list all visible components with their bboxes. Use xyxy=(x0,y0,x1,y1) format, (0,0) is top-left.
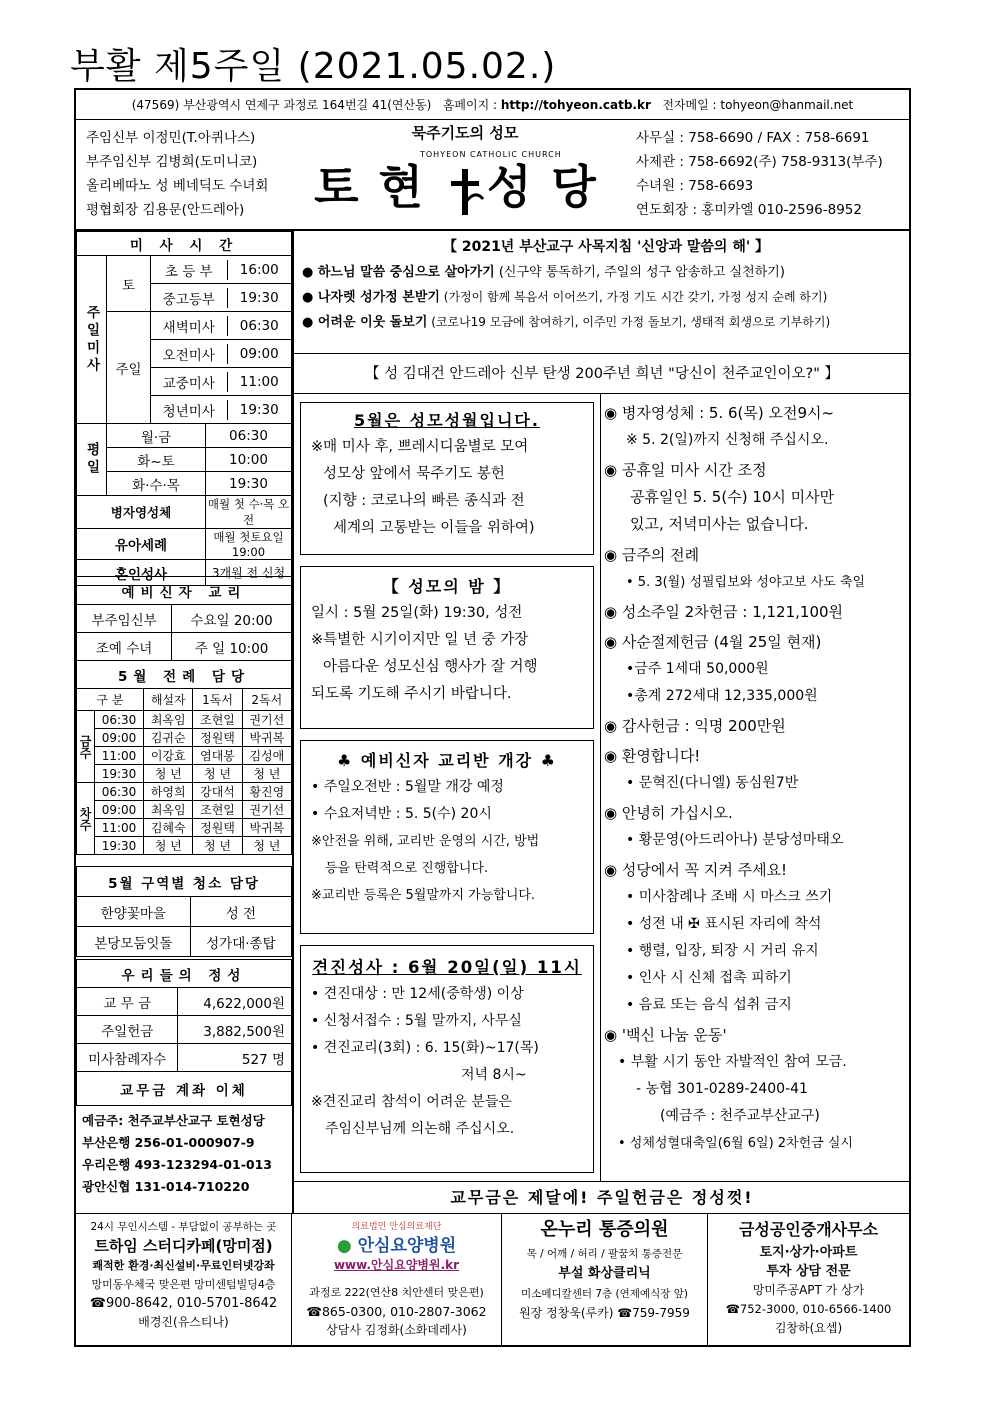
homepage-label: 홈페이지 : xyxy=(442,98,498,112)
ad-line: 토지·상가·아파트 xyxy=(759,1245,858,1260)
box-line: 일시 : 5월 25일(화) 19:30, 성전 xyxy=(311,605,523,621)
mass-title: 미 사 시 간 xyxy=(77,232,292,256)
ad-link[interactable]: www.안심요양병원.kr xyxy=(333,1258,460,1272)
box-line: ※안전을 위해, 교리반 운영의 시간, 방법 xyxy=(311,834,540,849)
box-line: • 견진교리(3회) : 6. 15(화)~17(목) xyxy=(311,1040,539,1056)
liturgy-cell: 조현일 xyxy=(193,711,242,729)
mass-name: 새벽미사 xyxy=(151,316,227,336)
mass-name: 오전미사 xyxy=(151,344,227,364)
notice-heading: ◉ 안녕히 가십시오. xyxy=(604,804,733,822)
liturgy-cell: 권기선 xyxy=(242,711,291,729)
offering-label: 미사참례자수 xyxy=(77,1044,178,1072)
contact-list xyxy=(636,126,883,222)
liturgy-cell: 최옥임 xyxy=(144,801,193,819)
notice-detail: - 농협 301-0289-2400-41 xyxy=(636,1081,808,1097)
catechumen-class-box xyxy=(300,740,594,934)
cross-logo-icon xyxy=(443,163,487,219)
weekday-mass-table xyxy=(76,423,292,586)
box-line: • 견진대상 : 만 12세(중학생) 이상 xyxy=(311,986,524,1002)
may-marian-month-box xyxy=(300,402,594,555)
staff-line: 올리베따노 성 베네딕도 수녀회 xyxy=(86,178,269,194)
address-bar xyxy=(76,92,909,120)
offering-title: 우리들의 정성 xyxy=(77,960,292,988)
ad-line: 망미동우체국 맞은편 망미센텀빌딩4층 xyxy=(91,1278,276,1291)
cleaning-area: 한양꽃마을 xyxy=(77,897,191,927)
cleaning-title: 5월 구역별 청소 담당 xyxy=(77,867,292,897)
box-line: (지향 : 코로나의 빠른 종식과 전 xyxy=(323,493,525,509)
catechumen-teacher: 부주임신부 xyxy=(77,605,172,633)
weekday-days: 화~토 xyxy=(107,448,206,472)
ad-hospital xyxy=(292,1214,502,1346)
liturgy-cell: 박귀복 xyxy=(242,819,291,837)
notice-list xyxy=(604,400,906,1157)
sacrament-label: 유아세례 xyxy=(77,529,206,560)
mass-time: 19:30 xyxy=(239,401,279,418)
liturgy-cell: 청 년 xyxy=(193,837,242,855)
logo-subtitle: 묵주기도의 성모 xyxy=(411,124,519,142)
ad-realestate xyxy=(708,1214,909,1346)
account-line: 우리은행 493-123294-01-013 xyxy=(82,1157,272,1172)
ad-line: 김창하(요셉) xyxy=(774,1321,843,1335)
liturgy-cell: 김혜숙 xyxy=(144,819,193,837)
weekday-label: 평일 xyxy=(77,424,107,496)
liturgy-head: 2독서 xyxy=(242,689,291,711)
weekday-time: 19:30 xyxy=(206,472,292,496)
account-title: 교무금 계좌 이체 xyxy=(77,1072,292,1106)
church-logo xyxy=(300,118,630,230)
box-title: ♣ 예비신자 교리반 개강 ♣ xyxy=(336,751,558,770)
box-line: ※견진교리 참석이 어려운 분들은 xyxy=(311,1094,512,1110)
notice-detail: 있고, 저녁미사는 없습니다. xyxy=(630,515,809,533)
ad-title xyxy=(292,1237,501,1256)
mass-time: 16:00 xyxy=(239,261,279,278)
liturgy-cell: 김귀순 xyxy=(144,729,193,747)
notice-detail: ※ 5. 2(일)까지 신청해 주십시오. xyxy=(626,432,829,448)
advertisements xyxy=(76,1213,909,1345)
box-title: 견진성사 : 6월 20일(일) 11시 xyxy=(312,958,582,977)
catechumen-table xyxy=(76,576,292,661)
mass-name: 청년미사 xyxy=(151,400,227,420)
pastoral-guideline xyxy=(294,232,910,354)
pastoral-item-text: (코로나19 모금에 참여하기, 이주민 가정 돌보기, 생태적 회생으로 기부하기) xyxy=(427,315,831,329)
liturgy-title: 5월 전례 담당 xyxy=(77,661,292,689)
notice-heading: ◉ 사순절제헌금 (4월 25일 현재) xyxy=(604,633,822,651)
weekday-days: 화·수·목 xyxy=(107,472,206,496)
ad-line: 과정로 222(연산8 치안센터 맞은편) xyxy=(309,1286,484,1299)
liturgy-cell: 11:00 xyxy=(95,819,144,837)
account-line: 광안신협 131-014-710220 xyxy=(82,1179,250,1194)
box-title: 【 성모의 밤 】 xyxy=(382,577,512,596)
liturgy-cell: 청 년 xyxy=(242,765,291,783)
mass-times-table xyxy=(76,231,292,424)
pastoral-title: 【 2021년 부산교구 사목지침 '신앙과 말씀의 해' 】 xyxy=(442,239,770,255)
ad-line: 미소메디칼센터 7층 (연제예식장 앞) xyxy=(521,1288,688,1300)
offering-label: 주일헌금 xyxy=(77,1016,178,1044)
cleaning-area: 본당모둠잇돌 xyxy=(77,927,191,957)
liturgy-cell: 19:30 xyxy=(95,837,144,855)
liturgy-cell: 하영희 xyxy=(144,783,193,801)
liturgy-head: 1독서 xyxy=(193,689,242,711)
liturgy-cell: 청 년 xyxy=(144,765,193,783)
offering-slogan: 교무금은 제달에! 주일헌금은 정성껏! xyxy=(294,1181,910,1213)
contact-line: 연도회장 : 홍미카엘 010-2596-8952 xyxy=(636,202,862,218)
address: (47569) 부산광역시 연제구 과정로 164번길 41(연산동) xyxy=(131,98,432,112)
sunday-label: 주일 xyxy=(107,312,151,424)
box-line: 되도록 기도해 주시기 바랍니다. xyxy=(311,686,512,702)
liturgy-cell: 정원택 xyxy=(193,819,242,837)
logo-left-text: 토현 xyxy=(314,160,443,214)
jubilee-banner: 【 성 김대건 안드레아 신부 탄생 200주년 희년 "당신이 천주교인이오?" 】 xyxy=(294,354,910,394)
ad-line: 의료법인 안심의료재단 xyxy=(351,1222,442,1232)
liturgy-cell: 최옥임 xyxy=(144,711,193,729)
staff-line: 주임신부 이정민(T.아퀴나스) xyxy=(86,130,256,146)
hospital-logo-icon: ● xyxy=(336,1236,352,1256)
offering-table xyxy=(76,959,292,1072)
liturgy-group-label: 금주 xyxy=(77,711,95,783)
notice-detail: (예금주 : 천주교부산교구) xyxy=(660,1108,820,1124)
weekday-time: 06:30 xyxy=(206,424,292,448)
ad-line: 상담사 김정화(소화데레사) xyxy=(326,1323,467,1337)
notice-detail: • 인사 시 신체 접촉 피하기 xyxy=(626,970,792,986)
liturgy-cell: 09:00 xyxy=(95,729,144,747)
liturgy-cell: 김성애 xyxy=(242,747,291,765)
mass-name: 교중미사 xyxy=(151,372,227,392)
weekday-days: 월·금 xyxy=(107,424,206,448)
staff-line: 평협회장 김용문(안드레아) xyxy=(86,202,245,218)
liturgy-head: 해설자 xyxy=(144,689,193,711)
weekday-time: 10:00 xyxy=(206,448,292,472)
ad-title-text: 안심요양병원 xyxy=(357,1236,457,1256)
logo-arc-text: TOHYEON CATHOLIC CHURCH xyxy=(420,150,562,159)
notice-detail: • 성전 내 ✠ 표시된 자리에 착석 xyxy=(626,916,822,932)
notice-detail: • 황문영(아드리아나) 분당성마태오 xyxy=(626,832,844,848)
notice-detail: • 미사참례나 조배 시 마스크 쓰기 xyxy=(626,889,833,905)
ad-line: 24시 무인시스템 - 부담없이 공부하는 곳 xyxy=(90,1221,277,1233)
liturgy-cell: 염대봉 xyxy=(193,747,242,765)
saturday-label: 토 xyxy=(107,256,151,312)
pastoral-item-head: ● 하느님 말씀 중심으로 살아가기 xyxy=(302,265,495,280)
pastoral-item-head: ● 어려운 이웃 돌보기 xyxy=(302,315,428,330)
notice-heading: ◉ 금주의 전례 xyxy=(604,546,700,564)
offering-label: 교 무 금 xyxy=(77,988,178,1016)
liturgy-head: 구 분 xyxy=(77,689,144,711)
liturgy-cell: 청 년 xyxy=(193,765,242,783)
notice-heading: ◉ 성소주일 2차헌금 : 1,121,100원 xyxy=(604,603,844,621)
box-line: ※교리반 등록은 5월말까지 가능합니다. xyxy=(311,888,536,903)
notice-heading: ◉ 병자영성체 : 5. 6(목) 오전9시~ xyxy=(604,404,835,422)
liturgy-cell: 청 년 xyxy=(242,837,291,855)
mass-time: 09:00 xyxy=(239,345,279,362)
liturgy-cell: 11:00 xyxy=(95,747,144,765)
ad-line: 목 / 어깨 / 허리 / 팔꿈치 통증전문 xyxy=(526,1248,683,1260)
liturgy-cell: 06:30 xyxy=(95,783,144,801)
liturgy-cell: 19:30 xyxy=(95,765,144,783)
liturgy-cell: 정원택 xyxy=(193,729,242,747)
ad-clinic xyxy=(502,1214,708,1346)
box-line: 아름다운 성모신심 행사가 잘 거행 xyxy=(323,659,538,675)
ad-phone: ☎900-8642, 010-5701-8642 xyxy=(89,1296,278,1311)
bulletin-title: 부활 제5주일 (2021.05.02.) xyxy=(70,46,557,87)
liturgy-cell: 06:30 xyxy=(95,711,144,729)
contact-line: 수녀원 : 758-6693 xyxy=(636,178,754,194)
sacrament-label: 병자영성체 xyxy=(77,496,206,529)
box-line: 등을 탄력적으로 진행합니다. xyxy=(325,861,489,876)
notice-divider xyxy=(600,394,601,1181)
liturgy-cell: 이강효 xyxy=(144,747,193,765)
account-title-table xyxy=(76,1071,292,1106)
account-holder: 예금주: 천주교부산교구 토현성당 xyxy=(82,1113,265,1128)
notice-detail: •금주 1세대 50,000원 xyxy=(626,661,769,677)
email-label: 전자메일 : xyxy=(662,98,717,112)
liturgy-table xyxy=(76,660,292,855)
pastoral-item-head: ● 나자렛 성가정 본받기 xyxy=(302,290,440,305)
box-line: • 수요저녁반 : 5. 5(수) 20시 xyxy=(311,806,492,822)
marian-night-box xyxy=(300,566,594,729)
catechumen-time: 주 일 10:00 xyxy=(172,633,292,661)
logo-wordmark xyxy=(300,151,630,219)
pastoral-item xyxy=(302,285,910,310)
box-line: ※매 미사 후, 쁘레시디움별로 모여 xyxy=(311,439,529,455)
attendance-count: 527 명 xyxy=(178,1044,292,1072)
ad-title: 온누리 통증의원 xyxy=(540,1219,669,1240)
sacrament-value: 매월 첫 수·목 오전 xyxy=(206,496,292,529)
pastoral-item-text: (신구약 통독하기, 주일의 성구 암송하고 실천하기) xyxy=(494,265,785,280)
liturgy-cell: 청 년 xyxy=(144,837,193,855)
cleaning-table xyxy=(76,866,292,957)
notice-heading: ◉ '백신 나눔 운동' xyxy=(604,1026,727,1044)
notice-heading: ◉ 환영합니다! xyxy=(604,747,701,765)
notice-heading: ◉ 감사헌금 : 익명 200만원 xyxy=(604,717,786,735)
account-list xyxy=(76,1110,292,1198)
mass-name: 중고등부 xyxy=(151,288,227,308)
catechumen-title: 예비신자 교리 xyxy=(77,577,292,605)
mass-name: 초 등 부 xyxy=(151,260,227,280)
cleaning-team: 성가대·종탑 xyxy=(190,927,291,957)
notice-detail: • 문혁진(다니엘) 동심원7반 xyxy=(626,775,799,791)
ad-study-cafe xyxy=(76,1214,292,1346)
liturgy-cell: 권기선 xyxy=(242,801,291,819)
ad-phone: ☎752-3000, 010-6566-1400 xyxy=(725,1302,892,1316)
notice-detail: • 음료 또는 음식 섭취 금지 xyxy=(626,997,792,1013)
logo-right-text: 성당 xyxy=(487,160,616,214)
notice-detail: • 행렬, 입장, 퇴장 시 거리 유지 xyxy=(626,943,819,959)
notice-detail: 공휴일인 5. 5(수) 10시 미사만 xyxy=(630,488,835,506)
sacrament-value: 매월 첫토요일 19:00 xyxy=(206,529,292,560)
offering-amount: 3,882,500원 xyxy=(178,1016,292,1044)
catechumen-teacher: 조예 수녀 xyxy=(77,633,172,661)
staff-list xyxy=(86,126,268,222)
pastoral-item-text: (가정이 함께 복음서 이어쓰기, 가정 기도 시간 갖기, 가정 성지 순례 하기) xyxy=(439,290,828,304)
cleaning-team: 성 전 xyxy=(190,897,291,927)
box-line: 성모상 앞에서 묵주기도 봉헌 xyxy=(323,466,505,482)
notice-heading: ◉ 성당에서 꼭 지켜 주세요! xyxy=(604,861,788,879)
sacrament-value: 3개월 전 신청 xyxy=(206,560,292,586)
catechumen-time: 수요일 20:00 xyxy=(172,605,292,633)
box-line: 세계의 고통받는 이들을 위하여) xyxy=(333,520,535,536)
notice-detail: • 5. 3(월) 성필립보와 성야고보 사도 축일 xyxy=(626,575,866,590)
box-line: • 신청서접수 : 5월 말까지, 사무실 xyxy=(311,1013,522,1029)
liturgy-cell: 조현일 xyxy=(193,801,242,819)
offering-amount: 4,622,000원 xyxy=(178,988,292,1016)
notice-detail: • 성체성혈대축일(6월 6일) 2차헌금 실시 xyxy=(618,1136,853,1151)
ad-line: 투자 상담 전문 xyxy=(766,1264,851,1279)
box-line: • 주일오전반 : 5월말 개강 예정 xyxy=(311,779,504,795)
staff-line: 부주임신부 김병희(도미니코) xyxy=(86,154,258,170)
email-link[interactable]: tohyeon@hanmail.net xyxy=(720,98,854,112)
box-title: 5월은 성모성월입니다. xyxy=(354,411,540,430)
sacrament-label: 혼인성사 xyxy=(77,560,206,586)
box-line: 주임신부님께 의논해 주십시오. xyxy=(325,1121,515,1137)
mass-time: 19:30 xyxy=(239,289,279,306)
notice-detail: • 부활 시기 동안 자발적인 참여 모금. xyxy=(618,1054,847,1070)
pastoral-item xyxy=(302,260,910,285)
contact-line: 사제관 : 758-6692(주) 758-9313(부주) xyxy=(636,154,883,170)
confirmation-box xyxy=(300,945,594,1173)
pastoral-item xyxy=(302,310,910,335)
ad-line: 부설 화상클리닉 xyxy=(558,1266,651,1281)
ad-line: 망미주공APT 가 상가 xyxy=(752,1283,865,1297)
ad-phone: 원장 정창욱(루카) ☎759-7959 xyxy=(519,1306,690,1320)
liturgy-group-label: 차주 xyxy=(77,783,95,855)
liturgy-cell: 박귀복 xyxy=(242,729,291,747)
sunday-mass-label: 주일미사 xyxy=(77,256,107,424)
mass-time: 06:30 xyxy=(239,317,279,334)
liturgy-cell: 황진영 xyxy=(242,783,291,801)
notice-detail: •총계 272세대 12,335,000원 xyxy=(626,688,818,704)
account-line: 부산은행 256-01-000907-9 xyxy=(82,1135,255,1150)
liturgy-cell: 강대석 xyxy=(193,783,242,801)
notice-heading: ◉ 공휴일 미사 시간 조정 xyxy=(604,461,767,479)
mass-time: 11:00 xyxy=(239,373,279,390)
box-line: ※특별한 시기이지만 일 년 중 가장 xyxy=(311,632,529,648)
contact-line: 사무실 : 758-6690 / FAX : 758-6691 xyxy=(636,130,870,146)
ad-line: 쾌적한 환경·최신설비·무료인터넷강좌 xyxy=(92,1259,275,1272)
homepage-link[interactable]: http://tohyeon.catb.kr xyxy=(500,98,651,112)
ad-phone: ☎865-0300, 010-2807-3062 xyxy=(306,1304,487,1319)
box-line: 저녁 8시~ xyxy=(461,1067,527,1083)
ad-title: 트하임 스터디카페(망미점) xyxy=(94,1237,273,1255)
liturgy-cell: 09:00 xyxy=(95,801,144,819)
ad-title: 금성공인중개사무소 xyxy=(738,1220,879,1239)
ad-line: 배경진(유스티나) xyxy=(138,1315,229,1329)
